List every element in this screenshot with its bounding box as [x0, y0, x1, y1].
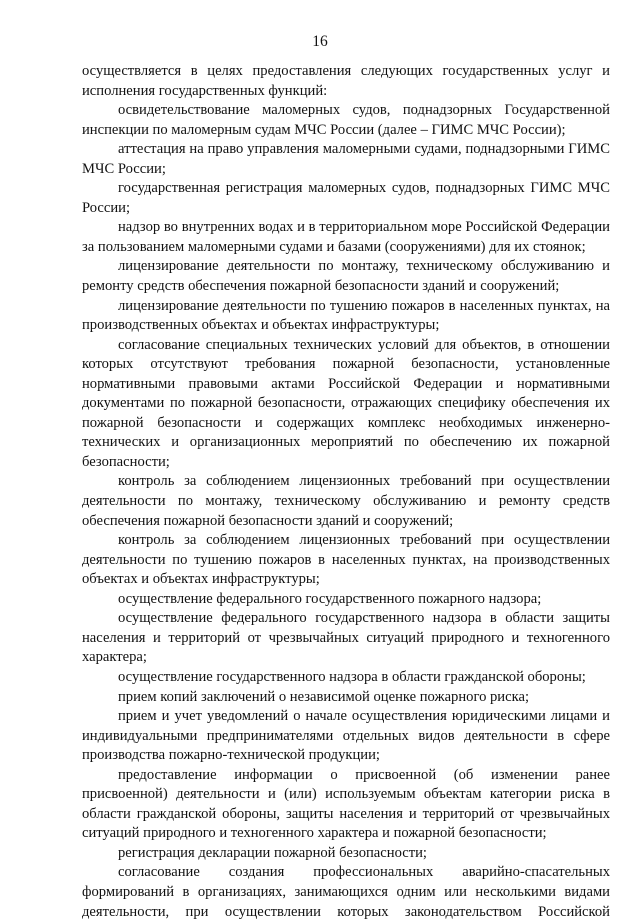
list-item: осуществление федерального государственного пожарного надзора; [118, 590, 542, 607]
list-item: предоставление информации о присвоенной (об изменении ранее присвоенной) деятельности и (или) используемым объектам категории риска в области гражданской обороны, защиты населения и территорий от чрезвычайных ситуаций природного и техногенного характера и пожарной безопасности; [82, 766, 610, 842]
list-item: аттестация на право управления маломерными судами, поднадзорными ГИМС МЧС России; [82, 141, 610, 177]
list-item: осуществление государственного надзора в области гражданской обороны; [118, 668, 586, 685]
list-item: освидетельствование маломерных судов, поднадзорных Государственной инспекции по маломерным судам МЧС России (далее – ГИМС МЧС России); [82, 102, 610, 138]
list-item: лицензирование деятельности по монтажу, техническому обслуживанию и ремонту средств обеспечения пожарной безопасности зданий и сооружений; [82, 258, 610, 295]
list-item: лицензирование деятельности по тушению пожаров в населенных пунктах, на производственных объектах и объектах инфраструктуры; [82, 297, 610, 334]
document-body [82, 62, 610, 922]
list-item: согласование создания профессиональных аварийно-спасательных формирований в организациях, занимающихся одним или несколькими видами деятельности, при осуществлении которых законодательством Российской [82, 864, 610, 920]
list-item: прием и учет уведомлений о начале осуществления юридическими лицами и индивидуальными предпринимателями отдельных видов деятельности в сфере производства пожарно-технической продукции; [82, 708, 610, 764]
list-item: прием копий заключений о независимой оценке пожарного риска; [118, 688, 529, 705]
paragraph: осуществляется в целях предоставления следующих государственных услуг и исполнения государственных функций: [82, 63, 610, 99]
list-item: регистрация декларации пожарной безопасности; [118, 844, 427, 861]
list-item: согласование специальных технических условий для объектов, в отношении которых отсутствуют требования пожарной безопасности, установленные нормативными правовыми актами Российской Федерации и нормативными документами по пожарной безопасности, отражающих специфику обеспечения их пожарной безопасности и содержащих комплекс необходимых инженерно-технических и организационных мероприятий по обеспечению их пожарной безопасности; [82, 336, 610, 470]
list-item: контроль за соблюдением лицензионных требований при осуществлении деятельности по монтажу, техническому обслуживанию и ремонту средств обеспечения пожарной безопасности зданий и сооружений; [82, 473, 610, 529]
list-item: контроль за соблюдением лицензионных требований при осуществлении деятельности по тушению пожаров в населенных пунктах, на производственных объектах и объектах инфраструктуры; [82, 532, 610, 588]
list-item: осуществление федерального государственного надзора в области защиты населения и территорий от чрезвычайных ситуаций природного и техногенного характера; [82, 610, 610, 666]
page-number: 16 [312, 33, 328, 50]
list-item: государственная регистрация маломерных судов, поднадзорных ГИМС МЧС России; [82, 180, 610, 216]
list-item: надзор во внутренних водах и в территориальном море Российской Федерации за пользованием маломерными судами и базами (сооружениями) для их стоянок; [82, 219, 610, 255]
